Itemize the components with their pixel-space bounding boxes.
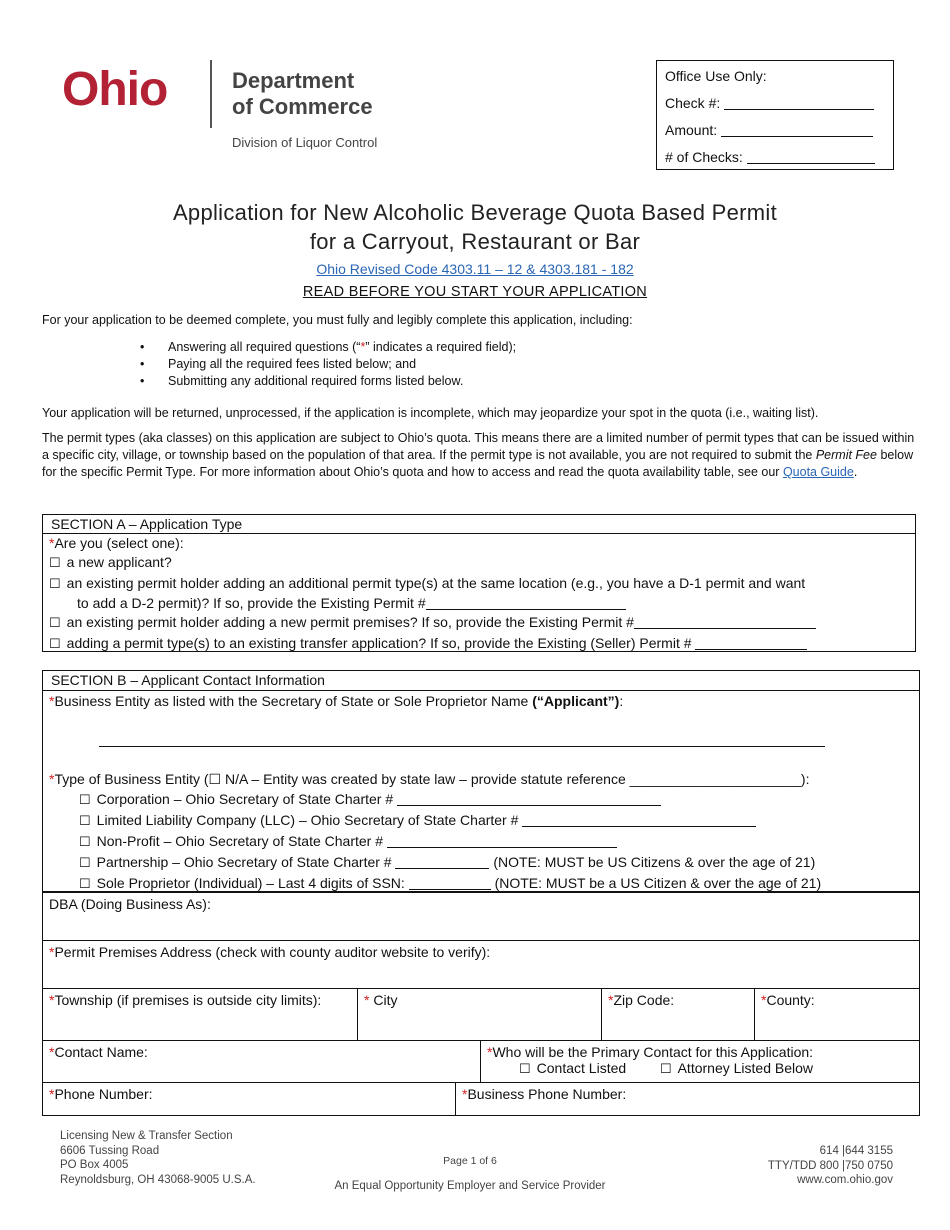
list-item: • Paying all the required fees listed below; and — [140, 356, 516, 373]
checkbox[interactable]: ☐ — [49, 636, 61, 651]
business-type-label: *Type of Business Entity (☐ N/A – Entity was created by state law – provide statute reference ______________________): — [49, 771, 810, 787]
logo-divider — [210, 60, 212, 128]
ssn-field[interactable] — [409, 875, 491, 890]
section-a-heading: SECTION A – Application Type — [43, 515, 915, 534]
option-new-applicant[interactable]: ☐ a new applicant? — [49, 554, 172, 570]
amount-field[interactable] — [721, 120, 873, 137]
check-number-row: Check #: — [665, 90, 885, 117]
list-item: • Answering all required questions (“*” indicates a required field); — [140, 339, 516, 356]
llc-charter-field[interactable] — [522, 812, 756, 827]
option-attorney-listed[interactable]: ☐ Attorney Listed Below — [659, 1060, 813, 1076]
option-contact-listed[interactable]: ☐ Contact Listed — [519, 1060, 627, 1076]
entity-name-label: *Business Entity as listed with the Secretary of State or Sole Proprietor Name (“Applicant”): — [49, 693, 624, 709]
zip-code-field[interactable]: *Zip Code: — [601, 988, 755, 1041]
check-number-field[interactable] — [724, 93, 874, 110]
premises-address-field[interactable]: *Permit Premises Address (check with county auditor website to verify): — [42, 940, 920, 989]
read-before-heading: READ BEFORE YOU START YOUR APPLICATION — [302, 284, 648, 300]
nonprofit-charter-field[interactable] — [387, 833, 617, 848]
option-transfer[interactable]: ☐ adding a permit type(s) to an existing transfer application? If so, provide the Existing (Seller) Permit # — [49, 633, 915, 654]
section-b-heading: SECTION B – Applicant Contact Information — [43, 671, 919, 691]
office-use-title: Office Use Only: — [665, 68, 767, 84]
partnership-charter-field[interactable] — [395, 854, 489, 869]
department-name: Department of Commerce — [232, 68, 373, 119]
option-new-premises[interactable]: ☐ an existing permit holder adding a new permit premises? If so, provide the Existing Permit # — [49, 612, 915, 633]
dba-field[interactable]: DBA (Doing Business As): — [42, 892, 920, 941]
form-title-line2: for a Carryout, Restaurant or Bar — [309, 229, 641, 254]
seller-permit-field[interactable] — [695, 635, 807, 650]
checkbox[interactable]: ☐ — [79, 834, 91, 849]
footer-address: Licensing New & Transfer Section 6606 Tussing Road PO Box 4005 Reynoldsburg, OH 43068-9005 U.S.A. — [60, 1130, 256, 1186]
existing-permit-field[interactable] — [426, 595, 626, 610]
list-item: • Submitting any additional required forms listed below. — [140, 373, 516, 390]
division-name: Division of Liquor Control — [232, 135, 378, 150]
corp-charter-field[interactable] — [397, 791, 661, 806]
option-additional-permit[interactable]: ☐ an existing permit holder adding an additional permit type(s) at the same location (e.g., you have a D-1 permit and want — [49, 575, 806, 591]
ohio-logo: Ohio — [62, 63, 168, 116]
existing-permit-field-2[interactable] — [634, 614, 816, 629]
requirements-list — [140, 339, 516, 390]
township-field[interactable]: *Township (if premises is outside city limits): — [42, 988, 358, 1041]
checkbox[interactable]: ☐ — [49, 615, 61, 630]
footer-contact: 614 |644 3155 TTY/TDD 800 |750 0750 www.com.ohio.gov — [767, 1145, 893, 1186]
county-field[interactable]: *County: — [754, 988, 920, 1041]
option-partnership[interactable]: ☐ Partnership – Ohio Secretary of State Charter # (NOTE: MUST be US Citizens & over the age of 21) — [79, 854, 816, 870]
business-phone-field[interactable]: *Business Phone Number: — [455, 1082, 920, 1116]
section-a: SECTION A – Application Type *Are you (select one): ☐ a new applicant? ☐ an existing permit holder adding an additional permit type(s) at the same location (e.g., you have a D-1 permit and want to add a D-2 permit)? If so, provide the Existing Permit # ☐ an existing permit holder adding a new permit premises? If so, provide the Existing Permit # ☐ adding a permit type(s) to an existing transfer application? If so, provide the Existing (Seller) Permit # — [42, 514, 916, 652]
checkbox[interactable]: ☐ — [79, 813, 91, 828]
quota-paragraph: The permit types (aka classes) on this application are subject to Ohio’s quota. This means there are a limited number of permit types that can be issued within a specific city, village, or township based on the population of that area. If the permit type is not available, you are not required to submit the Permit Fee below for the specific Permit Type. For more information about Ohio’s quota and how to access and read the quota availability table, see our Quota Guide. — [42, 431, 915, 479]
option-llc[interactable]: ☐ Limited Liability Company (LLC) – Ohio Secretary of State Charter # — [49, 810, 821, 831]
checkbox[interactable]: ☐ — [49, 576, 61, 591]
entity-name-field[interactable] — [99, 746, 825, 747]
checkbox[interactable]: ☐ — [79, 792, 91, 807]
section-a-question: *Are you (select one): — [49, 535, 184, 551]
returned-note: Your application will be returned, unprocessed, if the application is incomplete, which may jeopardize your spot in the quota (i.e., waiting list). — [42, 406, 819, 420]
page-number: Page 1 of 6 — [443, 1155, 497, 1167]
revised-code-link[interactable]: Ohio Revised Code 4303.11 – 12 & 4303.181 - 182 — [316, 261, 634, 277]
option-sole-proprietor[interactable]: ☐ Sole Proprietor (Individual) – Last 4 digits of SSN: (NOTE: MUST be a US Citizen & over the age of 21) — [79, 875, 822, 891]
checkbox[interactable]: ☐ — [659, 1061, 672, 1076]
form-title-line1: Application for New Alcoholic Beverage Quota Based Permit — [172, 200, 778, 225]
intro-lead: For your application to be deemed complete, you must fully and legibly complete this application, including: — [42, 313, 633, 327]
num-checks-field[interactable] — [747, 147, 875, 164]
phone-number-field[interactable]: *Phone Number: — [42, 1082, 456, 1116]
option-corporation[interactable]: ☐ Corporation – Ohio Secretary of State Charter # — [49, 789, 821, 810]
contact-name-field[interactable]: *Contact Name: — [42, 1040, 481, 1083]
primary-contact-field: *Who will be the Primary Contact for this Application: ☐ Contact Listed ☐ Attorney Listed Below — [480, 1040, 920, 1083]
quota-guide-link[interactable]: Quota Guide — [782, 465, 854, 479]
checkbox[interactable]: ☐ — [79, 876, 91, 891]
option-nonprofit[interactable]: ☐ Non-Profit – Ohio Secretary of State Charter # — [49, 831, 821, 852]
equal-opportunity: An Equal Opportunity Employer and Service Provider — [334, 1180, 606, 1192]
city-field[interactable]: * City — [357, 988, 602, 1041]
amount-row: Amount: — [665, 117, 885, 144]
checkbox[interactable]: ☐ — [49, 555, 61, 570]
checkbox[interactable]: ☐ — [519, 1061, 531, 1076]
office-use-box — [656, 60, 894, 170]
num-checks-row: # of Checks: — [665, 144, 885, 171]
checkbox[interactable]: ☐ — [79, 855, 91, 870]
section-b — [42, 670, 920, 892]
